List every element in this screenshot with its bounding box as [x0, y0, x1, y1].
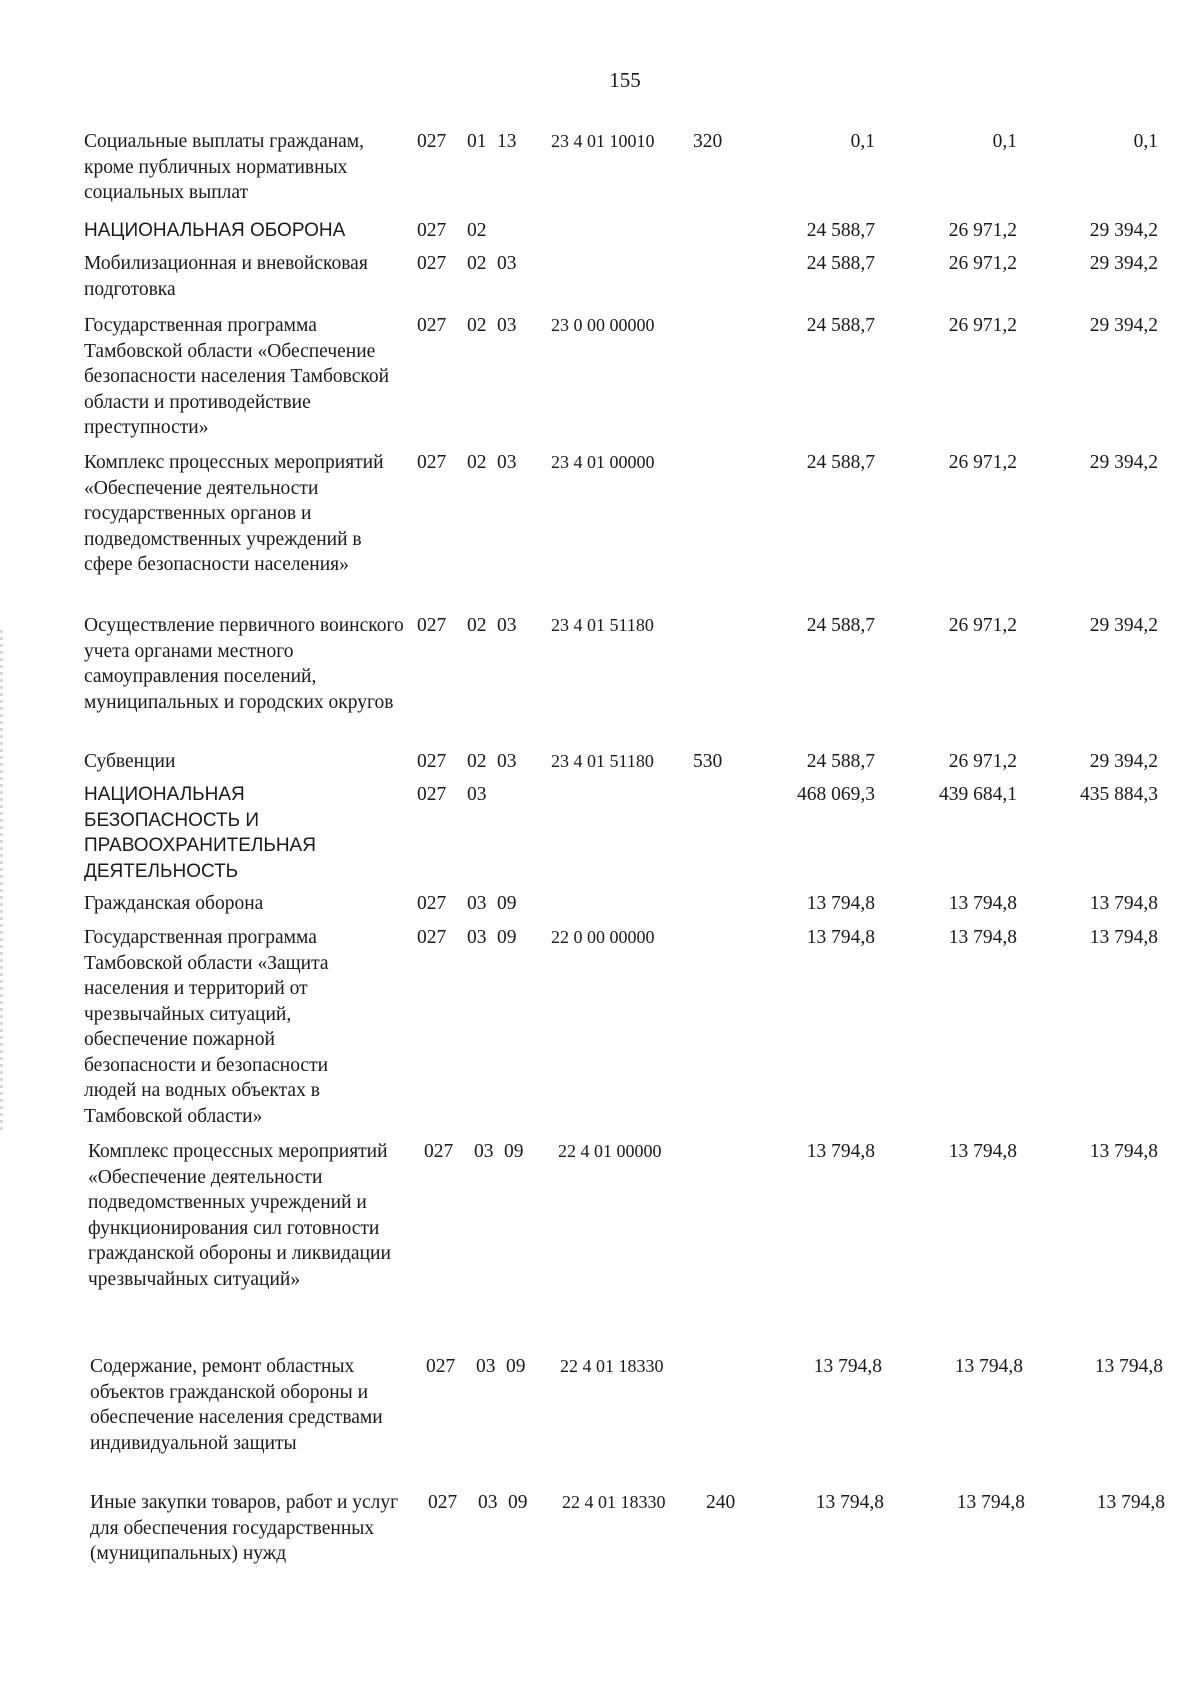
row-value-2: 26 971,2	[948, 253, 1017, 274]
row-gr: 027	[417, 615, 447, 636]
row-value-2: 26 971,2	[948, 751, 1017, 772]
row-value-2: 13 794,8	[956, 1492, 1025, 1513]
row-name: Мобилизационная и вневойсковая подготовка	[84, 253, 368, 300]
row-value-3: 13 794,8	[1094, 1356, 1163, 1377]
row-value-1: 24 588,7	[806, 253, 875, 274]
row-rz: 01	[467, 131, 487, 152]
row-value-3: 13 794,8	[1089, 1141, 1158, 1162]
row-value-1: 13 794,8	[815, 1492, 884, 1513]
row-csr: 22 0 00 00000	[551, 927, 655, 947]
row-pr: 09	[506, 1356, 526, 1377]
row-gr: 027	[417, 784, 447, 805]
row-value-1: 13 794,8	[806, 893, 875, 914]
row-rz: 03	[467, 784, 487, 805]
row-value-2: 13 794,8	[954, 1356, 1023, 1377]
row-gr: 027	[417, 927, 447, 948]
row-value-1: 468 069,3	[797, 784, 875, 805]
row-name: Государственная программа Тамбовской области «Обеспечение безопасности населения Тамбовской области и противодействие преступности»	[84, 315, 390, 438]
row-value-3: 29 394,2	[1089, 253, 1158, 274]
row-rz: 03	[478, 1492, 498, 1513]
row-value-3: 0,1	[1133, 131, 1158, 152]
page-number: 155	[609, 68, 641, 92]
row-pr: 03	[497, 615, 517, 636]
row-name: Содержание, ремонт областных объектов гражданской обороны и обеспечение населения средствами индивидуальной защиты	[90, 1356, 383, 1454]
row-name: НАЦИОНАЛЬНАЯ БЕЗОПАСНОСТЬ И ПРАВООХРАНИТЕЛЬНАЯ ДЕЯТЕЛЬНОСТЬ	[84, 784, 316, 882]
row-value-2: 439 684,1	[939, 784, 1017, 805]
row-value-3: 29 394,2	[1089, 452, 1158, 473]
row-pr: 09	[497, 893, 517, 914]
row-pr: 13	[497, 131, 517, 152]
row-rz: 03	[467, 893, 487, 914]
row-pr: 03	[497, 751, 517, 772]
row-pr: 09	[508, 1492, 528, 1513]
row-rz: 02	[467, 615, 487, 636]
row-rz: 03	[467, 927, 487, 948]
row-gr: 027	[417, 452, 447, 473]
row-value-3: 13 794,8	[1096, 1492, 1165, 1513]
row-value-3: 13 794,8	[1089, 927, 1158, 948]
row-gr: 027	[428, 1492, 458, 1513]
row-name: Осуществление первичного воинского учета органами местного самоуправления поселений, муниципальных и городских округов	[84, 615, 404, 713]
row-gr: 027	[424, 1141, 454, 1162]
row-gr: 027	[417, 253, 447, 274]
row-gr: 027	[417, 220, 447, 241]
row-value-3: 13 794,8	[1089, 893, 1158, 914]
row-value-2: 26 971,2	[948, 315, 1017, 336]
row-value-2: 13 794,8	[948, 893, 1017, 914]
row-pr: 09	[504, 1141, 524, 1162]
row-value-3: 435 884,3	[1080, 784, 1158, 805]
row-vr: 320	[693, 131, 723, 152]
row-value-1: 24 588,7	[806, 615, 875, 636]
row-csr: 23 4 01 51180	[551, 615, 654, 635]
row-name: Комплекс процессных мероприятий «Обеспечение деятельности государственных органов и подведомственных учреждений в сфере безопасности населения»	[84, 452, 384, 575]
row-pr: 03	[497, 315, 517, 336]
row-value-2: 0,1	[992, 131, 1017, 152]
row-name: Государственная программа Тамбовской области «Защита населения и территорий от чрезвычайных ситуаций, обеспечение пожарной безопасности и безопасности людей на водных объектах в Тамбовской области»	[84, 927, 329, 1127]
row-value-1: 24 588,7	[806, 220, 875, 241]
row-csr: 22 4 01 18330	[560, 1356, 664, 1376]
row-csr: 22 4 01 00000	[558, 1141, 662, 1161]
row-pr: 03	[497, 452, 517, 473]
row-rz: 02	[467, 220, 487, 241]
row-value-2: 26 971,2	[948, 615, 1017, 636]
row-rz: 03	[476, 1356, 496, 1377]
row-rz: 02	[467, 751, 487, 772]
row-csr: 23 4 01 51180	[551, 751, 654, 771]
row-name: Субвенции	[84, 751, 176, 772]
row-name: Гражданская оборона	[84, 893, 264, 914]
row-value-3: 29 394,2	[1089, 615, 1158, 636]
row-value-2: 13 794,8	[948, 927, 1017, 948]
row-csr: 23 4 01 10010	[551, 131, 655, 151]
row-name: Социальные выплаты гражданам, кроме публичных нормативных социальных выплат	[84, 131, 365, 203]
row-name: НАЦИОНАЛЬНАЯ ОБОРОНА	[84, 220, 346, 241]
row-pr: 09	[497, 927, 517, 948]
row-value-1: 0,1	[850, 131, 875, 152]
row-vr: 530	[693, 751, 723, 772]
row-value-2: 26 971,2	[948, 452, 1017, 473]
row-name: Комплекс процессных мероприятий «Обеспечение деятельности подведомственных учреждений и функционирования сил готовности гражданской обороны и ликвидации чрезвычайных ситуаций»	[88, 1141, 391, 1290]
row-gr: 027	[426, 1356, 456, 1377]
row-value-3: 29 394,2	[1089, 315, 1158, 336]
row-value-1: 13 794,8	[813, 1356, 882, 1377]
row-pr: 03	[497, 253, 517, 274]
row-value-2: 13 794,8	[948, 1141, 1017, 1162]
row-rz: 02	[467, 253, 487, 274]
row-rz: 02	[467, 452, 487, 473]
row-csr: 23 4 01 00000	[551, 452, 655, 472]
row-gr: 027	[417, 893, 447, 914]
row-value-2: 26 971,2	[948, 220, 1017, 241]
row-value-1: 13 794,8	[806, 927, 875, 948]
row-value-3: 29 394,2	[1089, 751, 1158, 772]
row-rz: 03	[474, 1141, 494, 1162]
row-value-1: 24 588,7	[806, 315, 875, 336]
row-csr: 23 0 00 00000	[551, 315, 655, 335]
scan-margin-mark	[0, 630, 3, 1130]
row-value-1: 24 588,7	[806, 751, 875, 772]
row-csr: 22 4 01 18330	[562, 1492, 666, 1512]
row-vr: 240	[706, 1492, 736, 1513]
row-rz: 02	[467, 315, 487, 336]
row-gr: 027	[417, 315, 447, 336]
row-name: Иные закупки товаров, работ и услуг для обеспечения государственных (муниципальных) нужд	[90, 1492, 399, 1564]
row-value-1: 24 588,7	[806, 452, 875, 473]
row-gr: 027	[417, 131, 447, 152]
row-value-1: 13 794,8	[806, 1141, 875, 1162]
row-value-3: 29 394,2	[1089, 220, 1158, 241]
row-gr: 027	[417, 751, 447, 772]
